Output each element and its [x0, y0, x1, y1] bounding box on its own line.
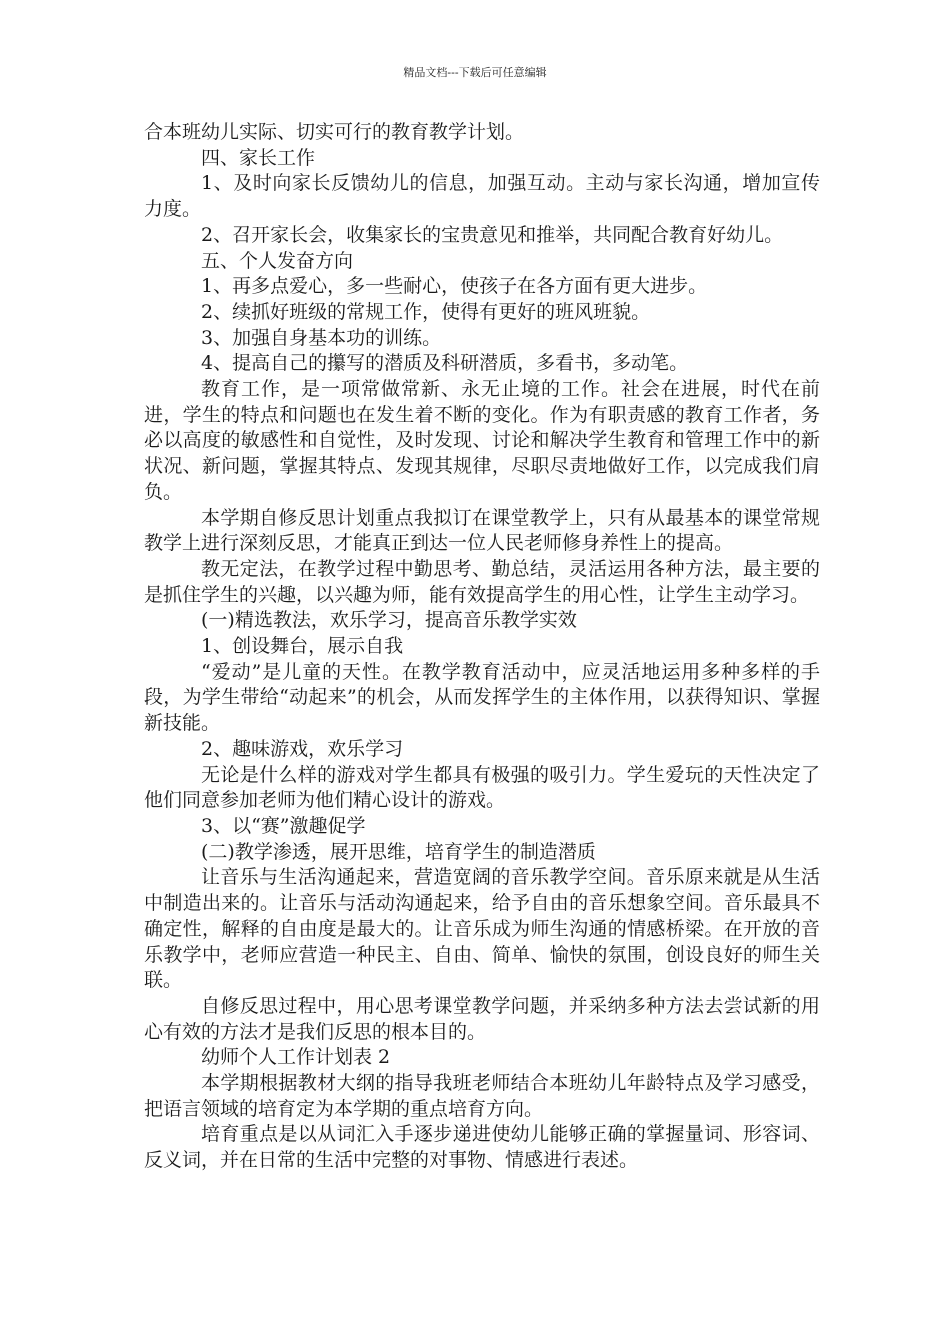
- paragraph: 2、趣味游戏，欢乐学习: [201, 737, 404, 760]
- paragraph: 无论是什么样的游戏对学生都具有极强的吸引力。学生爱玩的天性决定了他们同意参加老师为他们精心设计的游戏。: [144, 763, 820, 812]
- paragraph: 四、家长工作: [201, 146, 316, 169]
- paragraph: 幼师个人工作计划表 2: [201, 1046, 391, 1069]
- paragraph: (二)教学渗透，展开思维，培育学生的制造潜质: [201, 840, 596, 863]
- paragraph: 本学期根据教材大纲的指导我班老师结合本班幼儿年龄特点及学习感受，把语言领域的培育定为本学期的重点培育方向。: [144, 1072, 820, 1120]
- paragraph: (一)精选教法，欢乐学习，提高音乐教学实效: [201, 609, 577, 632]
- paragraph: 2、召开家长会，收集家长的宝贵意见和推举，共同配合教育好幼儿。: [201, 223, 784, 246]
- paragraph: 让音乐与生活沟通起来，营造宽阔的音乐教学空间。音乐原来就是从生活中制造出来的。让音乐与活动沟通起来，给予自由的音乐想象空间。音乐最具不确定性，解释的自由度是最大的。让音乐成为师生沟通的情感桥梁。在开放的音乐教学中，老师应营造一种民主、自由、简单、愉快的氛围，创设良好的师生关联。: [144, 866, 820, 992]
- paragraph: 1、及时向家长反馈幼儿的信息，加强互动。主动与家长沟通，增加宣传力度。: [144, 172, 820, 221]
- paragraph: 五、个人发奋方向: [201, 249, 354, 272]
- paragraph: 教育工作，是一项常做常新、永无止境的工作。社会在进展，时代在前进，学生的特点和问题也在发生着不断的变化。作为有职责感的教育工作者，务必以高度的敏感性和自觉性，及时发现、讨论和解决学生教育和管理工作中的新状况、新问题，掌握其特点、发现其规律，尽职尽责地做好工作，以完成我们肩负。: [144, 378, 820, 503]
- paragraph: 4、提高自己的攥写的潜质及科研潜质，多看书，多动笔。: [201, 352, 689, 375]
- paragraph: 3、以“赛”激趣促学: [201, 814, 366, 837]
- paragraph: 培育重点是以从词汇入手逐步递进使幼儿能够正确的掌握量词、形容词、反义词，并在日常的生活中完整的对事物、情感进行表述。: [144, 1123, 820, 1172]
- page-header: 精品文档---下载后可任意编辑: [403, 66, 547, 79]
- paragraph: “爱动”是儿童的天性。在教学教育活动中，应灵活地运用多种多样的手段，为学生带给“动起来”的机会，从而发挥学生的主体作用，以获得知识、掌握新技能。: [144, 660, 820, 735]
- document-body: [144, 120, 820, 1174]
- paragraph: 1、再多点爱心，多一些耐心，使孩子在各方面有更大进步。: [201, 275, 708, 298]
- paragraph: 3、加强自身基本功的训练。: [201, 326, 442, 349]
- paragraph: 2、续抓好班级的常规工作，使得有更好的班风班貌。: [201, 300, 651, 323]
- paragraph: 本学期自修反思计划重点我拟订在课堂教学上，只有从最基本的课堂常规教学上进行深刻反思，才能真正到达一位人民老师修身养性上的提高。: [144, 506, 820, 555]
- paragraph: 自修反思过程中，用心思考课堂教学问题，并采纳多种方法去尝试新的用心有效的方法才是我们反思的根本目的。: [144, 994, 820, 1043]
- paragraph: 1、创设舞台，展示自我: [201, 635, 404, 658]
- paragraph: 合本班幼儿实际、切实可行的教育教学计划。: [144, 121, 525, 143]
- paragraph: 教无定法，在教学过程中勤思考、勤总结，灵活运用各种方法，最主要的是抓住学生的兴趣，以兴趣为师，能有效提高学生的用心性，让学生主动学习。: [144, 557, 820, 606]
